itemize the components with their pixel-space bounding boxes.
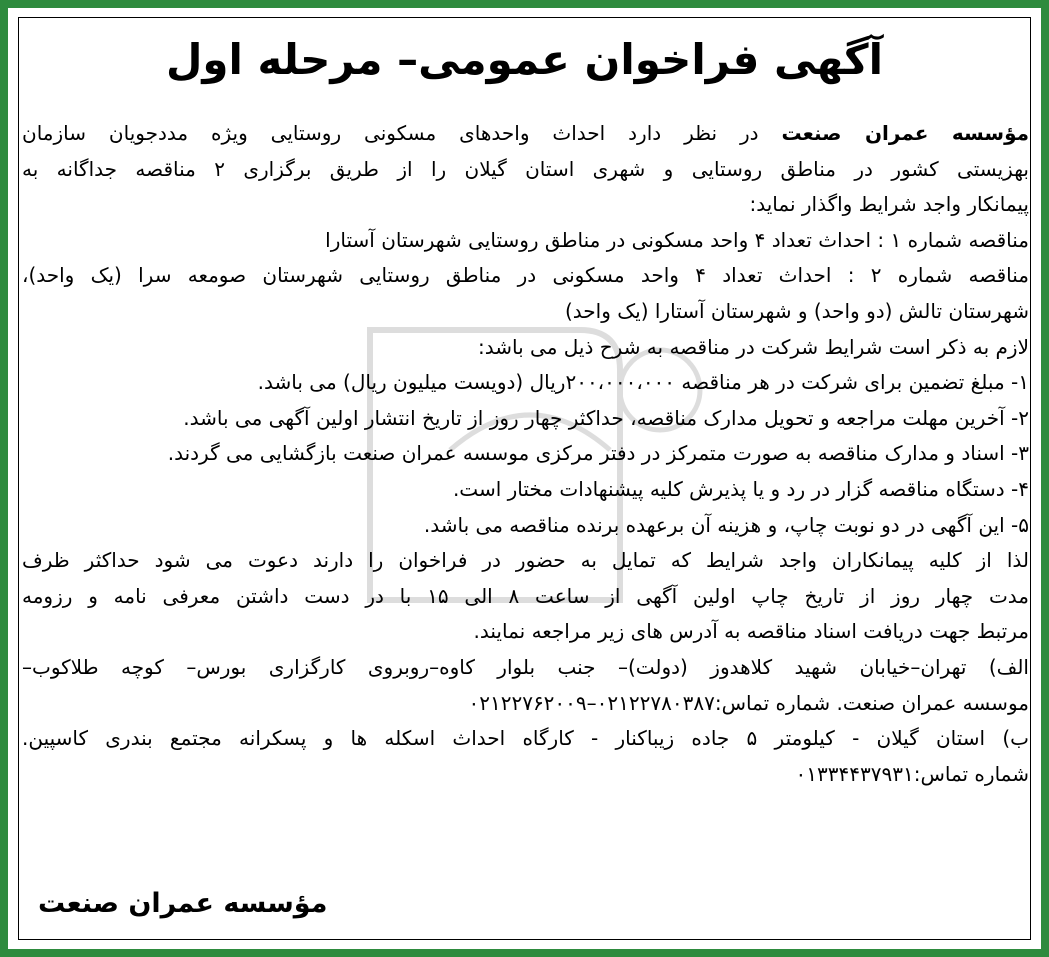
address-a-line-2: موسسه عمران صنعت. شماره تماس:۰۲۱۲۲۷۸۰۳۸۷–۰۲۱۲۲۷۶۲۰۰۹ <box>468 690 1029 715</box>
condition-1: ۱- مبلغ تضمین برای شرکت در هر مناقصه ۲۰۰،۰۰۰،۰۰۰ریال (دویست میلیون ریال) می باشد. <box>257 370 1029 395</box>
ad-body <box>22 116 1029 792</box>
condition-4: ۴- دستگاه مناقصه گزار در رد و یا پذیرش کلیه پیشنهادات مختار است. <box>452 476 1029 501</box>
invitation-line-2: مدت چهار روز از تاریخ چاپ اولین آگهی از ساعت ۸ الی ۱۵ با در دست داشتن معرفی نامه و رزومه <box>22 583 1029 608</box>
address-b-line-1: ب) استان گیلان - کیلومتر ۵ جاده زیباکنار - کارگاه احداث اسکله ها و پسکرانه مجتمع بندری کاسپین. <box>22 726 1029 751</box>
tender-2-line-1: مناقصه شماره ۲ : احداث تعداد ۴ واحد مسکونی در مناطق روستایی شهرستان صومعه سرا (یک واحد)، <box>22 263 1029 288</box>
condition-3: ۳- اسناد و مدارک مناقصه به صورت متمرکز در دفتر مرکزی موسسه عمران صنعت بازگشایی می گردند. <box>167 441 1029 466</box>
condition-5: ۵- این آگهی در دو نوبت چاپ، و هزینه آن برعهده برنده مناقصه می باشد. <box>423 512 1029 537</box>
intro-line-2: بهزیستی کشور در مناطق روستایی و شهری استان گیلان را از طریق برگزاری ۲ مناقصه جداگانه به <box>22 156 1029 181</box>
intro-line-3: پیمانکار واجد شرایط واگذار نماید: <box>749 192 1029 217</box>
intro-text: در نظر دارد احداث واحدهای مسکونی روستایی ویژه مددجویان سازمان <box>22 121 759 145</box>
signature-org-name: مؤسسه عمران صنعت <box>38 888 328 919</box>
tender-2-line-2: شهرستان تالش (دو واحد) و شهرستان آستارا (یک واحد) <box>565 298 1029 323</box>
ad-title: آگهی فراخوان عمومی– مرحله اول <box>165 35 884 84</box>
condition-2: ۲- آخرین مهلت مراجعه و تحویل مدارک مناقصه، حداکثر چهار روز از تاریخ انتشار اولین آگهی می باشد. <box>183 405 1029 430</box>
tender-1: مناقصه شماره ۱ : احداث تعداد ۴ واحد مسکونی در مناطق روستایی شهرستان آستارا <box>325 227 1029 252</box>
address-b-line-2: شماره تماس:۰۱۳۳۴۴۳۷۹۳۱ <box>795 761 1029 786</box>
invitation-line-1: لذا از کلیه پیمانکاران واجد شرایط که تمایل به حضور در فراخوان را دارند دعوت می شود حداکثر ظرف <box>22 548 1029 573</box>
conditions-intro: لازم به ذکر است شرایط شرکت در مناقصه به شرح ذیل می باشد: <box>478 334 1029 359</box>
org-name-inline: مؤسسه عمران صنعت <box>781 121 1029 145</box>
address-a-line-1: الف) تهران–خیابان شهید کلاهدوز (دولت)– جنب بلوار کاوه–روبروی کارگزاری بورس– کوچه طلاکوب– <box>22 654 1029 679</box>
invitation-line-3: مرتبط جهت دریافت اسناد مناقصه به آدرس های زیر مراجعه نمایند. <box>473 619 1029 644</box>
intro-line-1 <box>22 116 1029 152</box>
